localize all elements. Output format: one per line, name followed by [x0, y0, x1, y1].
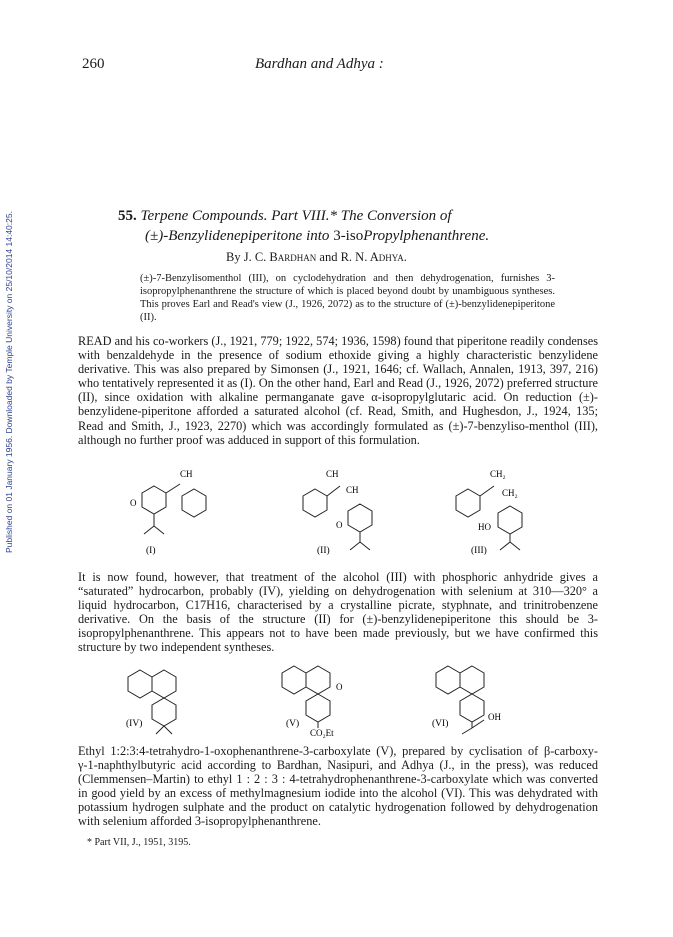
label-ii: (II) [317, 546, 330, 556]
structure-ii [303, 469, 372, 556]
article-title [118, 206, 598, 246]
atom-ch-ii: CH [326, 469, 339, 479]
atom-ch2-iii: CH₂ [490, 469, 506, 479]
paragraph-2: It is now found, however, that treatment of the alcohol (III) with phosphoric anhydride gives a “saturated” hydrocarbon, probably (IV), yielding on dehydrogenation with selenium at 310—320° a liquid hydrocarbon, C17H16, characterised by a crystalline picrate, styphnate, and trinitrobenzene derivative. On the basis of the structure (II) for (±)-benzylidenepiperitone this should be 3-isopropylphenanthrene. This appears not to have been made previously, but we have confirmed this structure by two independent syntheses. [78, 570, 598, 655]
atom-ho-iii: HO [478, 522, 491, 532]
structure-iii [456, 469, 522, 556]
label-i: (I) [146, 546, 156, 556]
atom-oh-vi: OH [488, 712, 501, 722]
structure-v [282, 666, 343, 738]
download-sidebar-note: Published on 01 January 1956. Downloaded by Temple University on 25/10/2014 14:40:25. [4, 211, 14, 554]
atom-o-ii: O [336, 520, 343, 530]
label-iv: (IV) [126, 719, 143, 729]
label-iii: (III) [471, 546, 487, 556]
structure-row-1 [110, 464, 540, 556]
atom-o-v: O [336, 682, 343, 692]
running-title: Bardhan and Adhya : [255, 56, 384, 72]
structure-vi [432, 666, 501, 734]
byline: By J. C. Bardhan and R. N. Adhya. [226, 250, 407, 264]
structure-iv [126, 670, 176, 734]
atom-ch-i: CH [180, 469, 193, 479]
label-v: (V) [286, 719, 300, 729]
label-vi: (VI) [432, 719, 449, 729]
title-line-2: (±)-Benzylidenepiperitone into 3-isoPropylphenanthrene. [145, 228, 490, 244]
structure-row-2 [110, 658, 540, 738]
footnote: * Part VII, J., 1951, 3195. [87, 837, 191, 848]
abstract: (±)-7-Benzylisomenthol (III), on cyclodehydration and then dehydrogenation, furnishes 3-isopropylphenanthrene the structure of which is placed beyond doubt by unambiguous syntheses. This proves Earl and Read's view (J., 1926, 2072) as to the structure of (±)-benzylidenepiperitone (II). [140, 273, 555, 323]
article-number: 55. [118, 208, 137, 224]
paragraph-3: Ethyl 1:2:3:4-tetrahydro-1-oxophenanthrene-3-carboxylate (V), prepared by cyclisation of β-carboxy-γ-1-naphthylbutyric acid according to Bardhan, Nasipuri, and Adhya (J., in the press), was reduced (Clemmensen–Martin) to ethyl 1 : 2 : 3 : 4-tetrahydrophenanthrene-3-carboxylate which was converted in good yield by an excess of methylmagnesium iodide into the alcohol (VI). This was dehydrated with potassium hydrogen sulphate and the product on catalytic hydrogenation followed by dehydrogenation with selenium afforded 3-isopropylphenanthrene. [78, 744, 598, 829]
atom-co2et-v: CO₂Et [310, 728, 334, 738]
structure-i [130, 469, 206, 556]
paragraph-1: READ and his co-workers (J., 1921, 779; 1922, 574; 1936, 1598) found that piperitone readily condenses with benzaldehyde in the presence of sodium ethoxide giving a highly characteristic benzylidene derivative. This was also prepared by Simonsen (J., 1921, 1646; cf. Wallach, Annalen, 1913, 397, 216) who tentatively represented it as (I). On the other hand, Earl and Read (J., 1926, 2072) preferred structure (II), since oxidation with alkaline permanganate gave α-isopropylglutaric acid. On reduction (±)-benzylidene-piperitone afforded a saturated alcohol (cf. Read, Smith, and Hughesdon, J., 1924, 135; Read and Smith, J., 1923, 2270) which was accordingly formulated as (±)-7-benzyliso-menthol (III), although no further proof was adduced in support of this formulation. [78, 334, 598, 447]
page-number: 260 [82, 56, 105, 72]
author-2: R. N. Adhya. [340, 250, 407, 264]
author-1: J. C. Bardhan [243, 250, 317, 264]
atom-o-i: O [130, 498, 137, 508]
atom-ch2-iii-b: CH₂ [502, 488, 518, 498]
atom-ch-ii-b: CH [346, 485, 359, 495]
title-line-1: Terpene Compounds. Part VIII.* The Conversion of [140, 208, 452, 224]
